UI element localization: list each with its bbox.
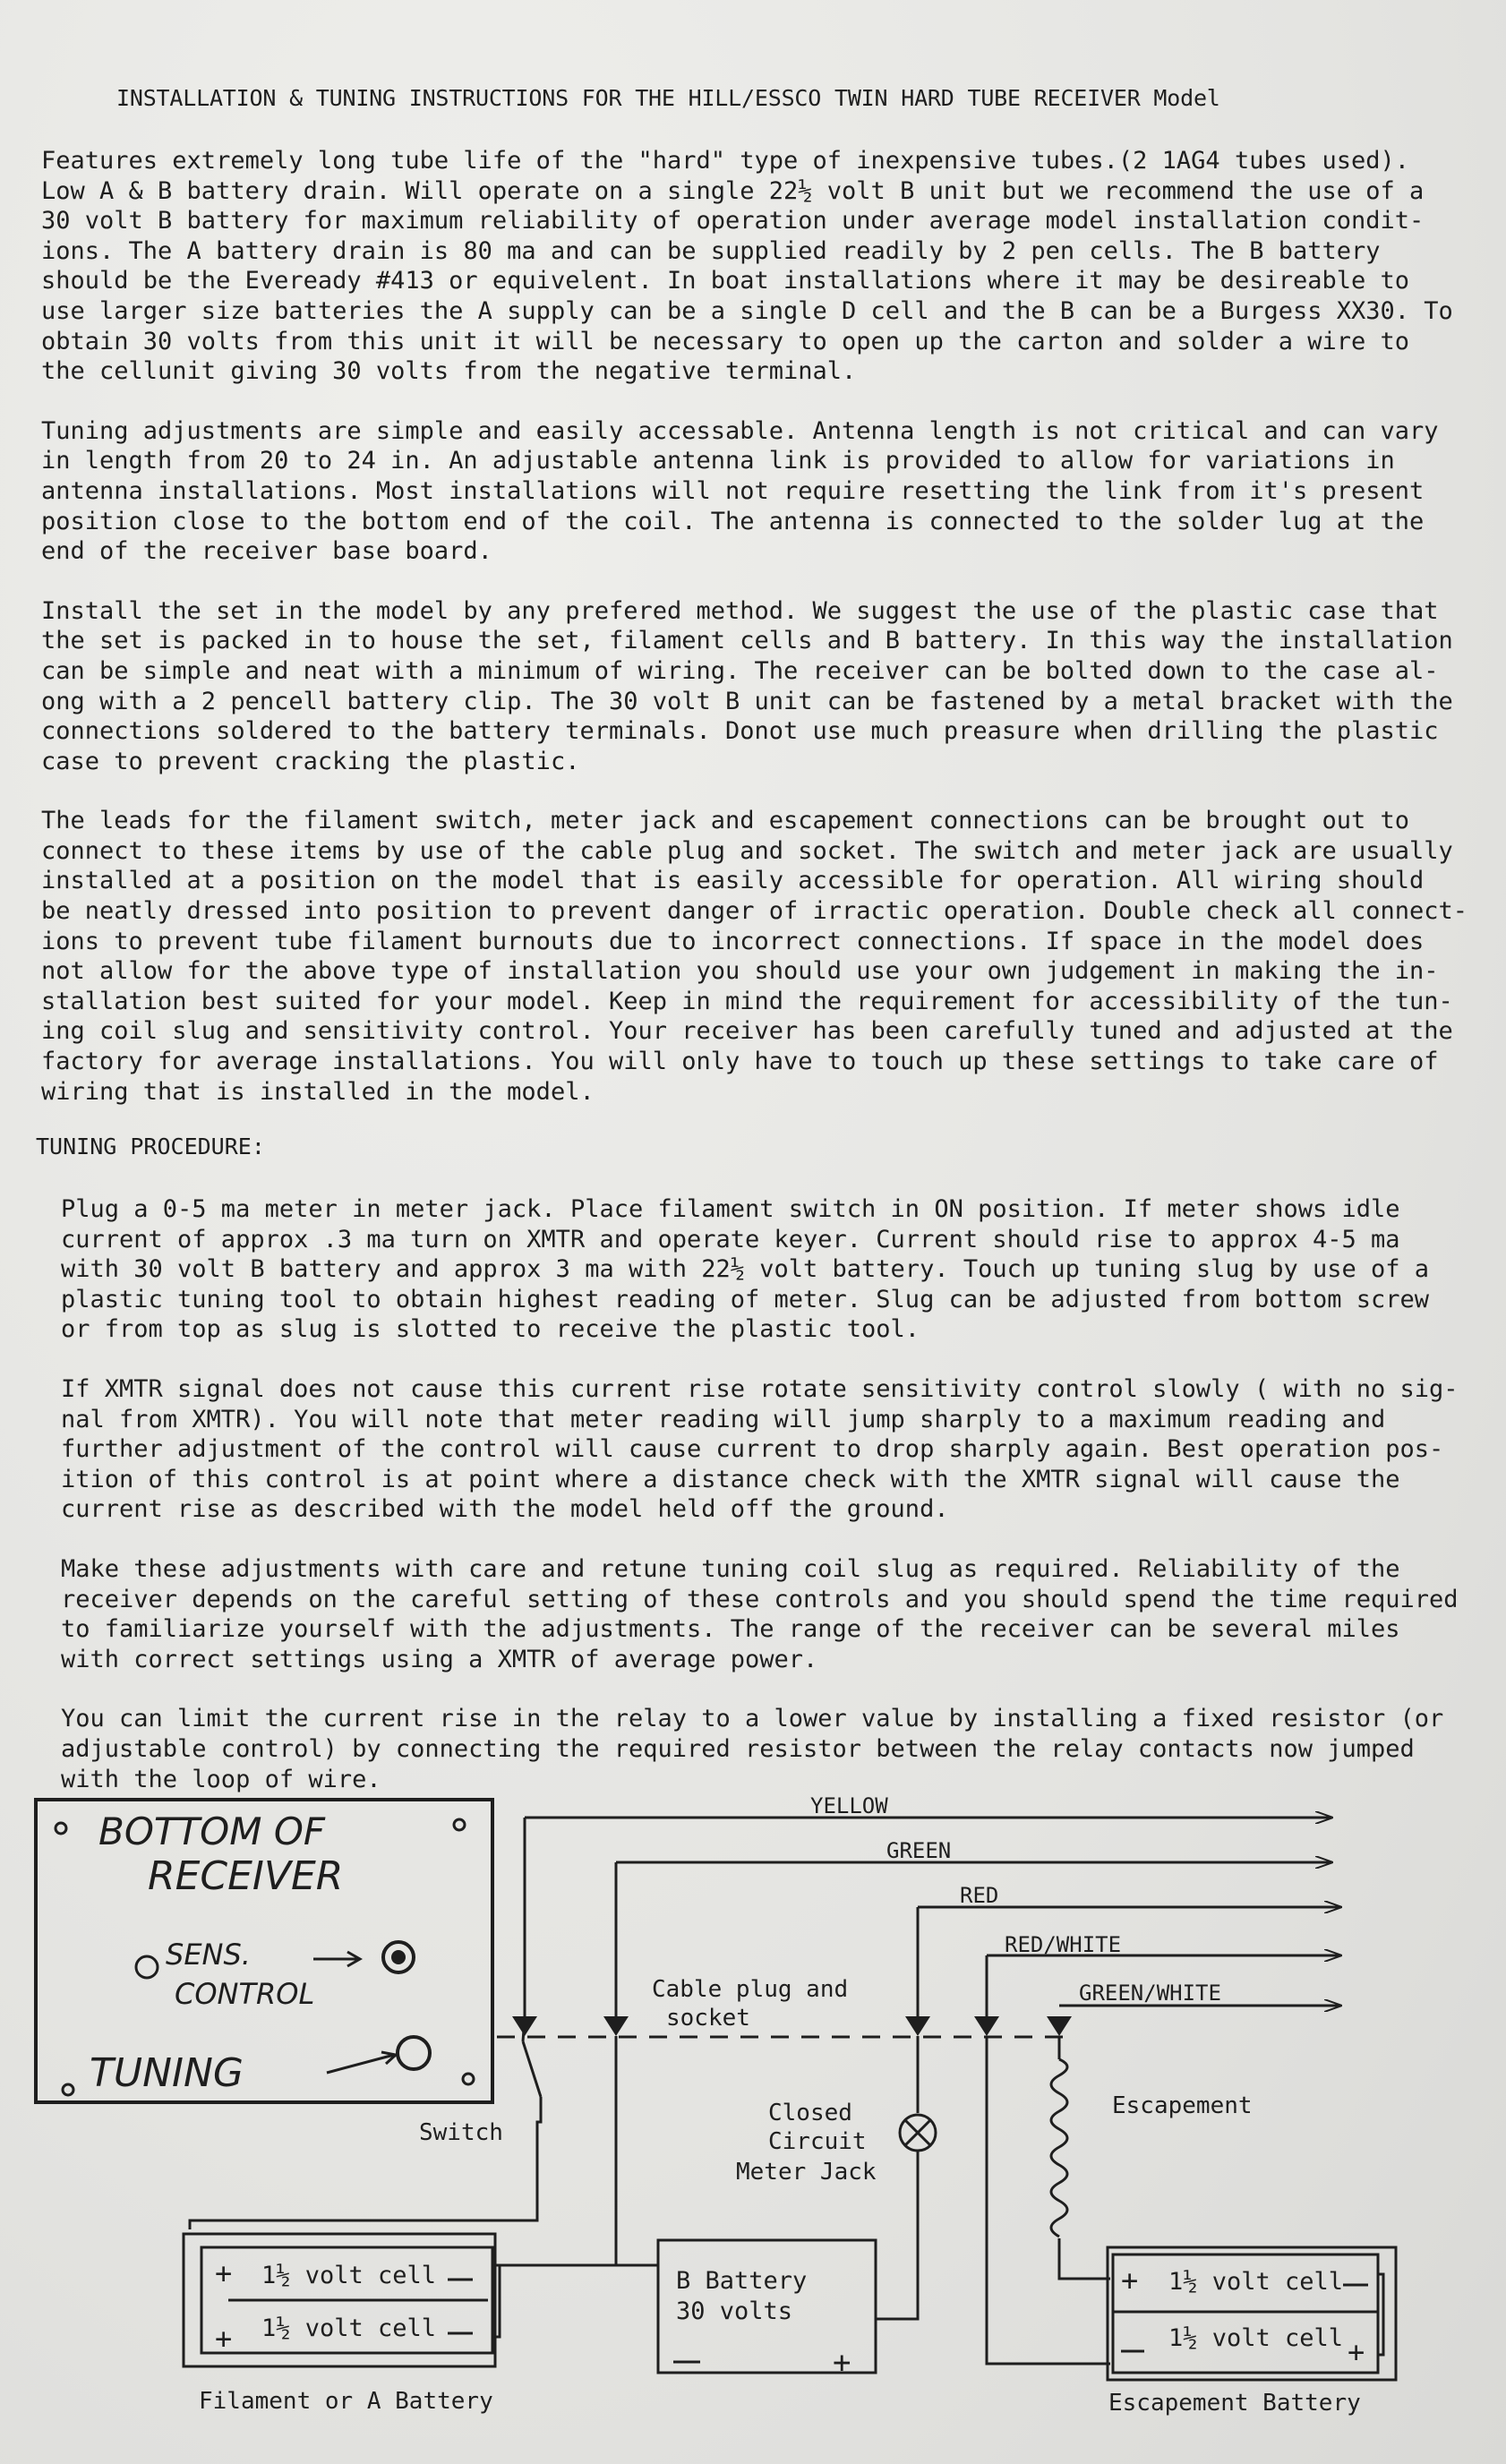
b-battery-label-line2: 30 volts bbox=[676, 2297, 793, 2325]
tuning-procedure-heading: TUNING PROCEDURE: bbox=[36, 1134, 265, 1159]
plus-sign: + bbox=[833, 2345, 851, 2381]
plus-sign: + bbox=[1348, 2335, 1365, 2369]
switch-label: Switch bbox=[419, 2119, 503, 2146]
intro-paragraph: Tuning adjustments are simple and easily accessable. Antenna length is not critical and can vary in length from 20 to 24 in. An adjustable antenna link is provided to allow for variations in antenna installations. Most installations will not require resetting the link from it's present position close to the bottom end of the coil. The antenna is connected to the solder lug at the end of the receiver base board. bbox=[41, 416, 1439, 566]
plus-sign: + bbox=[1121, 2263, 1139, 2297]
tuning-paragraph: You can limit the current rise in the relay to a lower value by installing a fixed resistor (or adjustable control) by connecting the required resistor between the relay contacts now jumped with the loop of wire. bbox=[61, 1705, 1444, 1793]
wire-label-green-white: GREEN/WHITE bbox=[1079, 1981, 1221, 2006]
meter-jack-icon bbox=[900, 2115, 936, 2151]
mounting-hole-icon bbox=[56, 1823, 66, 1834]
escapement-coil-icon bbox=[1051, 2059, 1067, 2237]
esc-cell-2: 1½ volt cell bbox=[1168, 2324, 1344, 2352]
tuning-label: TUNING bbox=[90, 2050, 244, 2096]
wire-green-down bbox=[500, 2036, 616, 2265]
filament-battery bbox=[184, 2234, 500, 2366]
meter-wire-bottom bbox=[882, 2151, 918, 2319]
tuning-paragraph: Plug a 0-5 ma meter in meter jack. Place filament switch in ON position. If meter shows idle current of approx .3 ma turn on XMTR and operate keyer. Current should rise to approx 4-5 ma with 30 volt B battery and approx 3 ma with 22½ volt battery. Touch up tuning slug by use of a plastic tuning tool to obtain highest reading of meter. Slug can be adjusted from bottom screw or from top as slug is slotted to receive the plastic tool. bbox=[61, 1195, 1430, 1344]
esc-cell-1: 1½ volt cell bbox=[1168, 2268, 1344, 2296]
mounting-hole-icon bbox=[454, 1819, 465, 1830]
wire-label-green: GREEN bbox=[886, 1838, 952, 1863]
connector-triangle-icon bbox=[905, 2016, 930, 2036]
escapement-battery-label: Escapement Battery bbox=[1108, 2390, 1361, 2417]
switch-blade bbox=[523, 2041, 541, 2097]
control-label: CONTROL bbox=[175, 1977, 315, 2011]
wiring-diagram bbox=[0, 1782, 1506, 2462]
b-battery bbox=[658, 2240, 876, 2381]
intro-paragraph: Features extremely long tube life of the "hard" type of inexpensive tubes.(2 1AG4 tubes used). Low A & B battery drain. Will operate on a single 22½ volt B unit but we recommend the use of a 30 volt B battery for maximum reliability of operation under average model installation condit- ions. The A battery drain is 80 ma and can be supplied readily by 2 pen cells. The B battery should be the Eveready #413 or equivelent. In boat installations where it may be desireable to use larger size batteries the A supply can be a single D cell and the B can be a Burgess XX30. To obtain 30 volts from this unit it will be necessary to open up the carton and solder a wire to the cellunit giving 30 volts from the negative terminal. bbox=[41, 147, 1453, 386]
wire-yellow-vertical bbox=[523, 1818, 525, 2041]
filament-cell-1: 1½ volt cell bbox=[261, 2262, 437, 2289]
filament-battery-label: Filament or A Battery bbox=[199, 2388, 493, 2415]
meter-label-line2: Circuit bbox=[768, 2128, 867, 2155]
sens-label: SENS. bbox=[166, 1938, 251, 1972]
filament-cell-2: 1½ volt cell bbox=[261, 2314, 437, 2342]
receiver-bottom-box bbox=[36, 1800, 492, 2102]
intro-paragraph: The leads for the filament switch, meter jack and escapement connections can be brought out to connect to these items by use of the cable plug and socket. The switch and meter jack are usually installed at a position on the model that is easily accessible for operation. All wiring should be neatly dressed into position to prevent danger of irractic operation. Double check all connect- ions to prevent tube filament burnouts due to incorrect connections. If space in the model does not allow for the above type of installation you should use your own judgement in making the in- stallation best suited for your model. Keep in mind the requirement for accessibility of the tun- ing coil slug and sensitivity control. Your receiver has been carefully tuned and adjusted at the factory for average installations. You will only have to touch up these settings to take care of wiring that is installed in the model. bbox=[41, 807, 1468, 1106]
b-battery-label-line1: B Battery bbox=[676, 2267, 808, 2295]
meter-label-line3: Meter Jack bbox=[736, 2159, 877, 2186]
mounting-hole-icon bbox=[63, 2084, 73, 2095]
receiver-label-line2: RECEIVER bbox=[148, 1853, 344, 1899]
switch-wire-down bbox=[190, 2097, 541, 2229]
mounting-hole-icon bbox=[463, 2074, 474, 2084]
sens-hole-icon bbox=[136, 1956, 158, 1978]
wire-label-red-white: RED/WHITE bbox=[1005, 1932, 1122, 1957]
wire-label-yellow: YELLOW bbox=[810, 1793, 888, 1818]
tuning-procedure-section bbox=[61, 1194, 1493, 1824]
connector-triangle-icon bbox=[603, 2016, 629, 2036]
receiver-label-line1: BOTTOM OF bbox=[98, 1810, 326, 1853]
cable-label-line1: Cable plug and bbox=[652, 1976, 849, 2003]
intro-paragraph: Install the set in the model by any prefered method. We suggest the use of the plastic case that the set is packed in to house the set, filament cells and B battery. In this way the installation can be simple and neat with a minimum of wiring. The receiver can be bolted down to the case al- ong with a 2 pencell battery clip. The 30 volt B unit can be fastened by a metal bracket with the connections soldered to the battery terminals. Donot use much preasure when drilling the plastic case to prevent cracking the plastic. bbox=[41, 596, 1453, 775]
tuning-paragraph: If XMTR signal does not cause this current rise rotate sensitivity control slowly ( with no sig- nal from XMTR). You will note that meter reading will jump sharply to a maximum reading and further adjustment of the control will cause current to drop sharply again. Best operation pos- ition of this control is at point where a distance check with the XMTR signal will cause the current rise as described with the model held off the ground. bbox=[61, 1374, 1459, 1524]
escapement-battery bbox=[1108, 2247, 1396, 2380]
connector-triangle-icon bbox=[512, 2016, 537, 2036]
cable-connectors bbox=[512, 2016, 1072, 2036]
wire-label-red: RED bbox=[960, 1883, 999, 1908]
arrow-right-icon bbox=[327, 2052, 396, 2073]
connector-triangle-icon bbox=[1047, 2016, 1072, 2036]
connector-triangle-icon bbox=[974, 2016, 999, 2036]
plus-sign: + bbox=[215, 2322, 233, 2356]
tuning-slug-icon bbox=[398, 2037, 430, 2069]
meter-label-line1: Closed bbox=[768, 2100, 852, 2126]
cable-label-line2: socket bbox=[666, 2005, 750, 2032]
tuning-paragraph: Make these adjustments with care and retune tuning coil slug as required. Reliability of the receiver depends on the careful setting of these controls and you should spend the time required to familiarize yourself with the adjustments. The range of the receiver can be several miles with correct settings using a XMTR of average power. bbox=[61, 1554, 1459, 1673]
intro-section bbox=[41, 146, 1492, 1136]
escapement-wire-bottom bbox=[1059, 2238, 1110, 2279]
escapement-label: Escapement bbox=[1112, 2092, 1253, 2119]
sensitivity-control-knob-icon bbox=[391, 1950, 406, 1964]
arrow-right-icon bbox=[313, 1952, 360, 1966]
document-title: INSTALLATION & TUNING INSTRUCTIONS FOR THE HILL/ESSCO TWIN HARD TUBE RECEIVER Model bbox=[116, 85, 1220, 111]
plus-sign: + bbox=[215, 2256, 233, 2290]
wire-red-white-down bbox=[987, 2036, 1110, 2364]
